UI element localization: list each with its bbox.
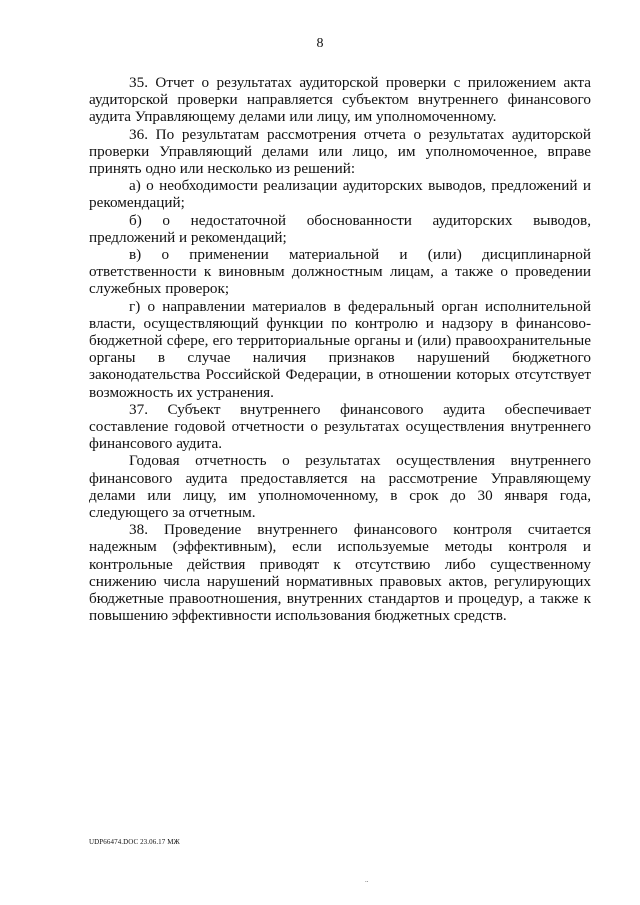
paragraph-36-item-v: в) о применении материальной и (или) дисциплинарной ответственности к виновным должностным лицам, а также о проведении служебных проверок; <box>89 246 591 298</box>
paragraph-36-item-g: г) о направлении материалов в федеральный орган исполнительной власти, осуществляющий функции по контролю и надзору в финансово-бюджетной сфере, его территориальные органы и (или) правоохранительные органы в случае наличия признаков нарушений бюджетного законодательства Российской Федерации, в отношении которых отсутствует возможность их устранения. <box>89 297 591 401</box>
document-footer-reference: UDP66474.DOC 23.06.17 МЖ <box>89 838 180 846</box>
paragraph-35: 35. Отчет о результатах аудиторской проверки с приложением акта аудиторской проверки направляется субъектом внутреннего финансового аудита Управляющему делами или лицу, им уполномоченному. <box>89 74 591 126</box>
paragraph-36-item-a: а) о необходимости реализации аудиторских выводов, предложений и рекомендаций; <box>89 177 591 212</box>
page-number: 8 <box>316 36 324 51</box>
paragraph-37-annual-report: Годовая отчетность о результатах осуществления внутреннего финансового аудита предоставляется на рассмотрение Управляющему делами или лицу, им уполномоченному, в срок до 30 января года, следующего за отчетным. <box>89 452 591 522</box>
paragraph-36-item-b: б) о недостаточной обоснованности аудиторских выводов, предложений и рекомендаций; <box>89 211 591 246</box>
paragraph-36: 36. По результатам рассмотрения отчета о результатах аудиторской проверки Управляющий делами или лицо, им уполномоченное, вправе принять одно или несколько из решений: <box>89 125 591 178</box>
bottom-mark: .. <box>365 876 369 884</box>
paragraph-37: 37. Субъект внутреннего финансового аудита обеспечивает составление годовой отчетности о результатах осуществления внутреннего финансового аудита. <box>89 400 591 453</box>
paragraph-38: 38. Проведение внутреннего финансового контроля считается надежным (эффективным), если используемые методы контроля и контрольные действия приводят к отсутствию либо существенному снижению числа нарушений нормативных правовых актов, регулирующих бюджетные правоотношения, внутренних стандартов и процедур, а также к повышению эффективности использования бюджетных средств. <box>89 521 591 625</box>
document-body <box>89 74 591 625</box>
